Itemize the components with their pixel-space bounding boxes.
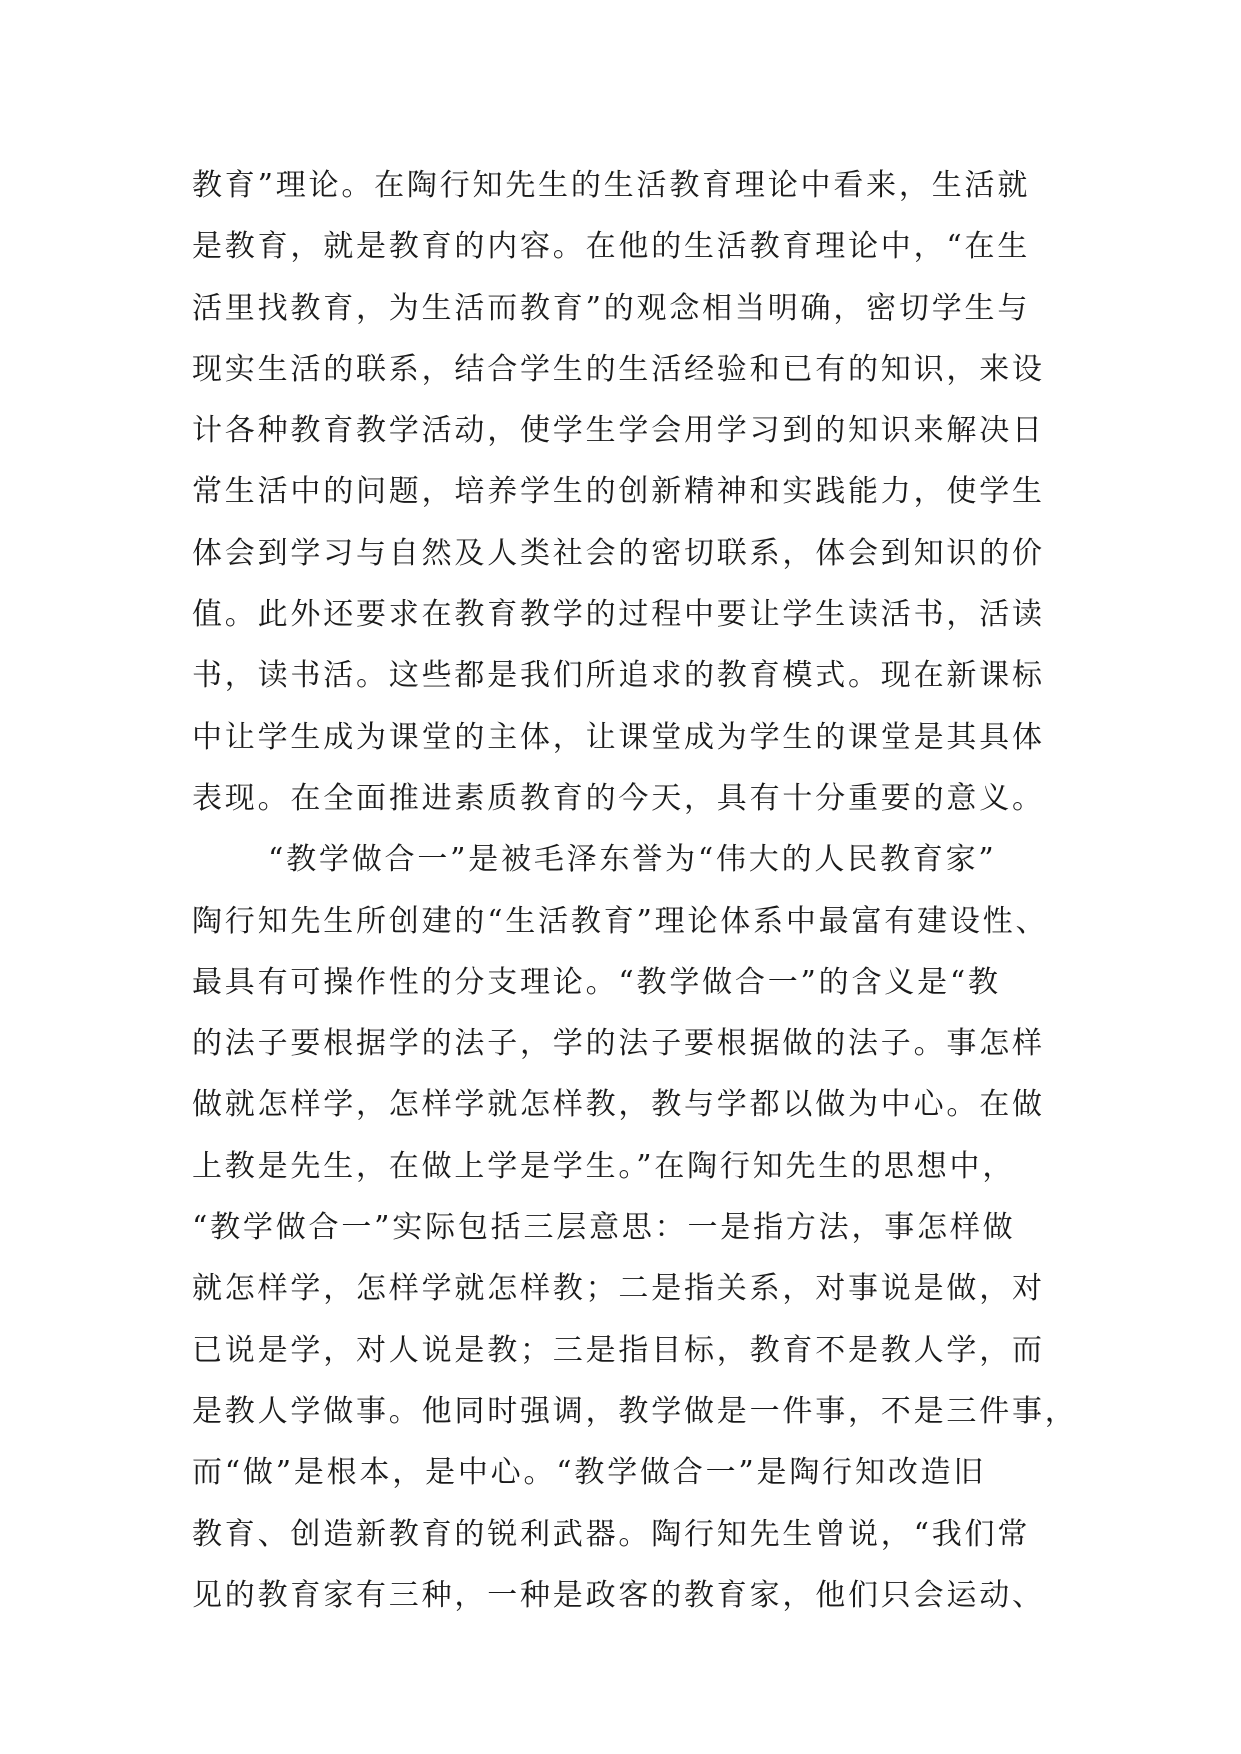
text-line: 体会到学习与自然及人类社会的密切联系，体会到知识的价 xyxy=(192,535,1045,571)
text-line: 最具有可操作性的分支理论。“教学做合一”的含义是“教 xyxy=(192,964,1001,1000)
text-line: 常生活中的问题，培养学生的创新精神和实践能力，使学生 xyxy=(192,474,1045,510)
text-line: 是教育，就是教育的内容。在他的生活教育理论中，“在生 xyxy=(192,229,1031,265)
text-line: 值。此外还要求在教育教学的过程中要让学生读活书，活读 xyxy=(192,597,1045,633)
text-line: 现实生活的联系，结合学生的生活经验和已有的知识，来设 xyxy=(192,351,1045,387)
text-line: 中让学生成为课堂的主体，让课堂成为学生的课堂是其具体 xyxy=(192,719,1045,755)
text-line: 活里找教育，为生活而教育”的观念相当明确，密切学生与 xyxy=(192,290,1031,326)
text-line: “教学做合一”实际包括三层意思：一是指方法，事怎样做 xyxy=(192,1210,1016,1246)
body-text xyxy=(192,155,1092,1626)
text-line: 见的教育家有三种，一种是政客的教育家，他们只会运动、 xyxy=(192,1577,1045,1613)
text-line: 教育、创造新教育的锐利武器。陶行知先生曾说，“我们常 xyxy=(192,1516,1031,1552)
text-line: 而“做”是根本，是中心。“教学做合一”是陶行知改造旧 xyxy=(192,1455,987,1491)
text-line: 做就怎样学，怎样学就怎样教，教与学都以做为中心。在做 xyxy=(192,1087,1045,1123)
text-line: 表现。在全面推进素质教育的今天，具有十分重要的意义。 xyxy=(192,780,1045,816)
text-line: 教育”理论。在陶行知先生的生活教育理论中看来，生活就 xyxy=(192,168,1031,203)
text-line: 的法子要根据学的法子，学的法子要根据做的法子。事怎样 xyxy=(192,1026,1045,1062)
paragraph-first-line: “教学做合一”是被毛泽东誉为“伟大的人民教育家” xyxy=(268,842,997,878)
text-line: 计各种教育教学活动，使学生学会用学习到的知识来解决日 xyxy=(192,413,1045,449)
text-line: 就怎样学，怎样学就怎样教；二是指关系，对事说是做，对 xyxy=(192,1271,1045,1307)
text-line: 上教是先生，在做上学是学生。”在陶行知先生的思想中， xyxy=(192,1148,1016,1184)
text-line: 是教人学做事。他同时强调，教学做是一件事，不是三件事， xyxy=(192,1393,1078,1429)
text-line: 陶行知先生所创建的“生活教育”理论体系中最富有建设性、 xyxy=(192,903,1049,939)
text-line: 书，读书活。这些都是我们所追求的教育模式。现在新课标 xyxy=(192,658,1045,694)
text-line: 已说是学，对人说是教；三是指目标，教育不是教人学，而 xyxy=(192,1332,1045,1368)
